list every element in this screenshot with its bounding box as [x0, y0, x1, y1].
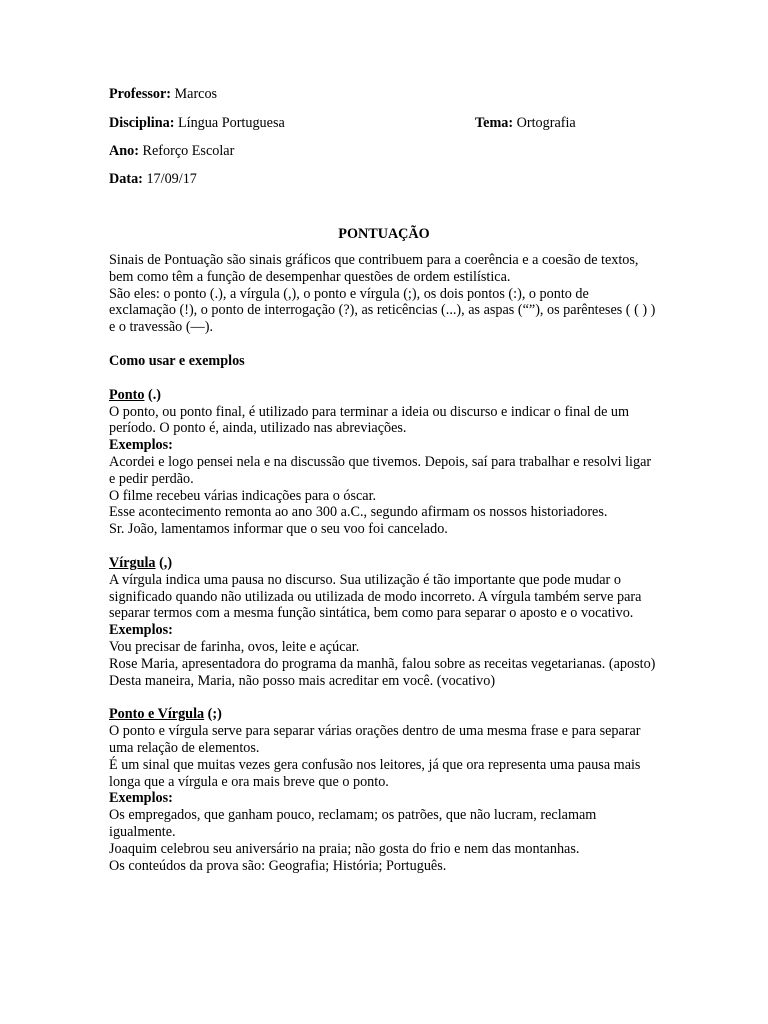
tema-line — [475, 115, 576, 132]
professor-value: Marcos — [174, 86, 218, 102]
data-label: Data: — [109, 171, 143, 187]
disciplina-value: Língua Portuguesa — [177, 115, 285, 131]
section-heading-ponto-e-virgula — [109, 706, 657, 723]
example-item: Sr. João, lamentamos informar que o seu voo foi cancelado. — [109, 521, 448, 538]
example-item: O filme recebeu várias indicações para o óscar. — [109, 487, 377, 504]
examples-label: Exemplos: — [109, 790, 173, 807]
tema-value: Ortografia — [516, 115, 576, 131]
section-heading-virgula — [109, 555, 657, 572]
document-body — [109, 252, 657, 874]
professor-label: Professor: — [109, 86, 171, 102]
data-line — [109, 171, 197, 188]
section-description: O ponto, ou ponto final, é utilizado para terminar a ideia ou discurso e indicar o final de um período. O ponto é, ainda, utilizado nas abreviações. — [109, 403, 630, 437]
section-symbol: (,) — [159, 554, 173, 571]
section-heading-ponto — [109, 387, 657, 404]
example-item: Desta maneira, Maria, não posso mais acreditar em você. (vocativo) — [109, 672, 496, 689]
section-symbol: (.) — [148, 386, 162, 403]
section-description: O ponto e vírgula serve para separar várias orações dentro de uma mesma frase e para separar uma relação de elementos. — [109, 723, 641, 756]
section-name: Ponto e Vírgula — [109, 706, 205, 723]
usage-heading: Como usar e exemplos — [109, 352, 245, 369]
professor-line — [109, 86, 217, 103]
data-value: 17/09/17 — [146, 171, 197, 187]
section-symbol: (;) — [207, 706, 222, 723]
example-item: Esse acontecimento remonta ao ano 300 a.C., segundo afirmam os nossos historiadores. — [109, 504, 608, 521]
ano-label: Ano: — [109, 143, 139, 159]
page-title: PONTUAÇÃO — [338, 226, 430, 242]
disciplina-line — [109, 115, 285, 132]
ano-line — [109, 143, 234, 160]
section-name: Vírgula — [109, 554, 156, 571]
example-item: Joaquim celebrou seu aniversário na praia; não gosta do frio e nem das montanhas. — [109, 840, 580, 857]
examples-label: Exemplos: — [109, 622, 173, 639]
tema-label: Tema: — [475, 115, 514, 131]
section-description-2: É um sinal que muitas vezes gera confusão nos leitores, já que ora representa uma pausa mais longa que a vírgula e ora mais breve que o ponto. — [109, 756, 641, 790]
example-item: Os conteúdos da prova são: Geografia; História; Português. — [109, 857, 447, 874]
examples-label: Exemplos: — [109, 437, 173, 454]
example-item: Rose Maria, apresentadora do programa da manhã, falou sobre as receitas vegetarianas. (aposto) — [109, 655, 656, 672]
example-item: Vou precisar de farinha, ovos, leite e açúcar. — [109, 638, 360, 655]
section-name: Ponto — [109, 386, 145, 403]
intro-paragraph-2: São eles: o ponto (.), a vírgula (,), o ponto e vírgula (;), os dois pontos (:), o ponto de exclamação (!), o ponto de interrogação (?), as reticências (...), as aspas (“”), os parênteses ( ( ) ) e o travessão (—). — [109, 285, 656, 336]
section-description: A vírgula indica uma pausa no discurso. Sua utilização é tão importante que pode mudar o significado quando não utilizada ou utilizada de modo incorreto. A vírgula também serve para separar termos com a mesma função sintática, bem como para separar o aposto e o vocativo. — [109, 571, 642, 622]
example-item: Acordei e logo pensei nela e na discussão que tivemos. Depois, saí para trabalhar e resolvi ligar e pedir perdão. — [109, 453, 652, 487]
disciplina-label: Disciplina: — [109, 115, 175, 131]
intro-paragraph-1: Sinais de Pontuação são sinais gráficos que contribuem para a coerência e a coesão de textos, bem como têm a função de desempenhar questões de ordem estilística. — [109, 252, 639, 285]
example-item: Os empregados, que ganham pouco, reclamam; os patrões, que não lucram, reclamam igualmente. — [109, 807, 597, 840]
ano-value: Reforço Escolar — [142, 143, 235, 159]
